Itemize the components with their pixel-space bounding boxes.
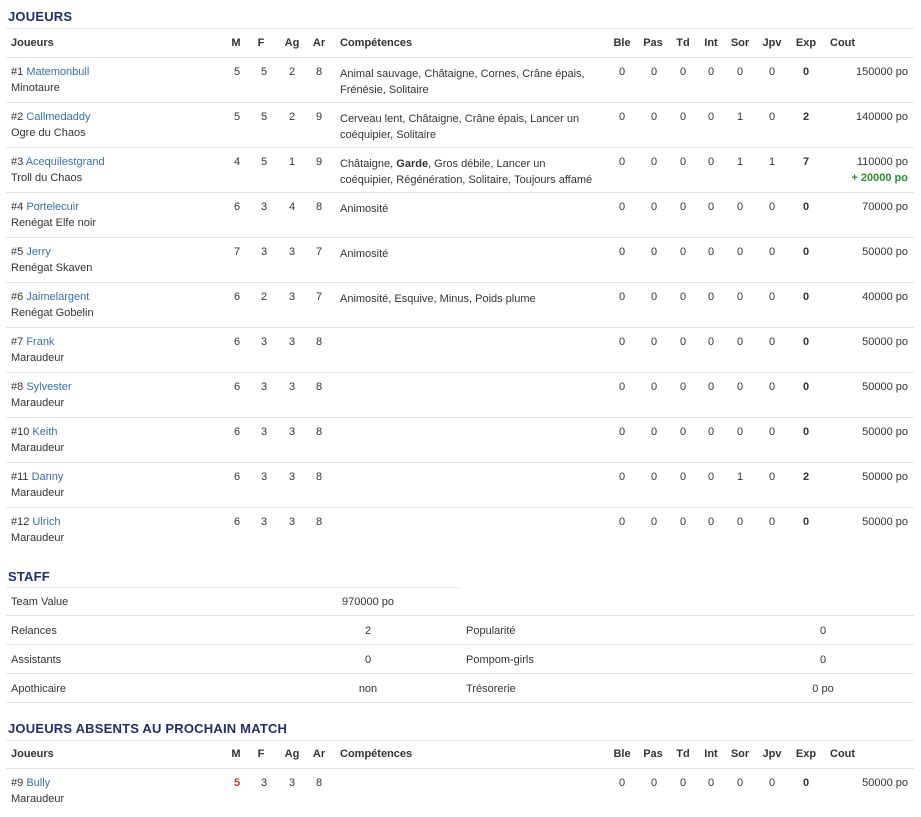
- stat-exp: 0: [802, 777, 810, 789]
- stat-ag: 3: [288, 516, 296, 528]
- player-skills: [340, 246, 605, 262]
- stat-ble: 0: [618, 426, 626, 438]
- divider: [6, 673, 914, 674]
- stat-m: 6: [233, 426, 241, 438]
- player-position: Troll du Chaos: [11, 172, 83, 184]
- stat-int: 0: [707, 777, 715, 789]
- player-skills: [340, 471, 605, 487]
- player-row: [0, 507, 921, 552]
- player-cost: 150000 po: [856, 66, 908, 78]
- stat-m: 5: [233, 777, 241, 789]
- stat-ar: 8: [315, 66, 323, 78]
- stat-int: 0: [707, 246, 715, 258]
- player-number-name: [11, 471, 63, 483]
- stat-ar: 8: [315, 777, 323, 789]
- player-number: #11: [11, 471, 29, 483]
- player-number: #1: [11, 66, 24, 78]
- player-skills: [340, 336, 605, 352]
- player-row: [0, 327, 921, 372]
- player-skills: [340, 66, 605, 98]
- stat-f: 3: [260, 777, 268, 789]
- stat-sor: 0: [736, 516, 744, 528]
- player-name-link[interactable]: Jaimelargent: [26, 291, 90, 303]
- skills-text-continued: coéquipier, Régénération, Solitaire, Toujours affamé: [340, 174, 593, 186]
- skill-highlight: Garde: [396, 158, 429, 170]
- player-number-name: [11, 291, 89, 303]
- stat-f: 5: [260, 156, 268, 168]
- stat-ble: 0: [618, 66, 626, 78]
- player-number: #6: [11, 291, 24, 303]
- player-number-name: [11, 156, 105, 168]
- player-cost-bonus: + 20000 po: [851, 172, 908, 184]
- staff-section-title: STAFF: [8, 569, 50, 584]
- skills-text: Animosité: [340, 203, 389, 215]
- player-number: #5: [11, 246, 24, 258]
- player-row: [0, 237, 921, 282]
- stat-ble: 0: [618, 336, 626, 348]
- header-jpv: Jpv: [762, 748, 782, 760]
- stat-ble: 0: [618, 111, 626, 123]
- stat-jpv: 0: [768, 516, 776, 528]
- stat-ar: 7: [315, 246, 323, 258]
- stat-f: 2: [260, 291, 268, 303]
- stat-td: 0: [679, 66, 687, 78]
- stat-pas: 0: [650, 777, 658, 789]
- player-number: #10: [11, 426, 30, 438]
- stat-td: 0: [679, 426, 687, 438]
- stat-exp: 0: [802, 381, 810, 393]
- relances-label: Relances: [11, 625, 57, 637]
- players-section-title: JOUEURS: [8, 9, 73, 24]
- stat-jpv: 1: [768, 156, 776, 168]
- player-skills: [340, 201, 605, 217]
- stat-jpv: 0: [768, 66, 776, 78]
- player-number: #12: [11, 516, 30, 528]
- stat-m: 7: [233, 246, 241, 258]
- stat-pas: 0: [650, 426, 658, 438]
- apothicaire-label: Apothicaire: [11, 683, 67, 695]
- stat-td: 0: [679, 336, 687, 348]
- header-cout: Cout: [830, 37, 856, 49]
- stat-ag: 2: [288, 111, 296, 123]
- stat-f: 3: [260, 381, 268, 393]
- stat-f: 5: [260, 111, 268, 123]
- stat-ble: 0: [618, 246, 626, 258]
- stat-m: 6: [233, 291, 241, 303]
- stat-ar: 9: [315, 111, 323, 123]
- stat-td: 0: [679, 246, 687, 258]
- player-position: Maraudeur: [11, 532, 65, 544]
- skills-text: Animosité: [340, 248, 389, 260]
- stat-jpv: 0: [768, 111, 776, 123]
- stat-ag: 3: [288, 471, 296, 483]
- player-skills: [340, 381, 605, 397]
- popularite-value: 0: [819, 625, 827, 637]
- player-number-name: [11, 66, 89, 78]
- relances-value: 2: [364, 625, 372, 637]
- player-name-link[interactable]: Frank: [26, 336, 55, 348]
- player-skills: [340, 111, 605, 143]
- player-number-name: [11, 201, 79, 213]
- absent-player-row: [0, 768, 921, 813]
- stat-exp: 0: [802, 426, 810, 438]
- player-name-link[interactable]: Acequilestgrand: [25, 156, 105, 168]
- player-cost: 50000 po: [862, 471, 908, 483]
- stat-int: 0: [707, 516, 715, 528]
- stat-pas: 0: [650, 111, 658, 123]
- stat-ble: 0: [618, 777, 626, 789]
- header-td: Td: [676, 748, 690, 760]
- stat-int: 0: [707, 471, 715, 483]
- header-ar: Ar: [312, 748, 326, 760]
- player-row: [0, 192, 921, 237]
- divider: [6, 615, 914, 616]
- stat-ar: 8: [315, 471, 323, 483]
- header-m: M: [231, 748, 241, 760]
- player-name-link[interactable]: Callmedaddy: [26, 111, 91, 123]
- stat-f: 3: [260, 471, 268, 483]
- stat-td: 0: [679, 381, 687, 393]
- stat-sor: 0: [736, 777, 744, 789]
- stat-int: 0: [707, 291, 715, 303]
- stat-sor: 1: [736, 156, 744, 168]
- stat-ble: 0: [618, 516, 626, 528]
- player-number-name: [11, 381, 72, 393]
- player-number: #4: [11, 201, 24, 213]
- stat-pas: 0: [650, 246, 658, 258]
- player-name-link[interactable]: Jerry: [26, 246, 51, 258]
- stat-m: 6: [233, 381, 241, 393]
- stat-m: 6: [233, 516, 241, 528]
- stat-int: 0: [707, 426, 715, 438]
- stat-exp: 2: [802, 471, 810, 483]
- player-name-link[interactable]: Ulrich: [32, 516, 61, 528]
- stat-pas: 0: [650, 66, 658, 78]
- stat-int: 0: [707, 156, 715, 168]
- stat-ag: 3: [288, 426, 296, 438]
- header-exp: Exp: [795, 748, 817, 760]
- stat-td: 0: [679, 516, 687, 528]
- player-row: [0, 417, 921, 462]
- stat-int: 0: [707, 111, 715, 123]
- header-ble: Ble: [613, 748, 631, 760]
- stat-jpv: 0: [768, 777, 776, 789]
- stat-td: 0: [679, 201, 687, 213]
- stat-sor: 0: [736, 426, 744, 438]
- stat-int: 0: [707, 66, 715, 78]
- player-number: #3: [11, 156, 24, 168]
- stat-ble: 0: [618, 201, 626, 213]
- player-number-name: [11, 246, 51, 258]
- player-skills: [340, 426, 605, 442]
- skills-text-continued: coéquipier, Solitaire: [340, 129, 437, 141]
- header-competences: Compétences: [340, 37, 413, 49]
- stat-td: 0: [679, 156, 687, 168]
- stat-jpv: 0: [768, 381, 776, 393]
- skills-text: Châtaigne,: [340, 158, 397, 170]
- player-number: #7: [11, 336, 24, 348]
- stat-pas: 0: [650, 381, 658, 393]
- stat-pas: 0: [650, 156, 658, 168]
- player-row: [0, 102, 921, 147]
- stat-sor: 0: [736, 201, 744, 213]
- player-position: Renégat Elfe noir: [11, 217, 96, 229]
- skills-text: , Gros débile, Lancer un: [428, 158, 546, 170]
- stat-ag: 2: [288, 66, 296, 78]
- stat-m: 5: [233, 111, 241, 123]
- divider: [6, 644, 914, 645]
- stat-int: 0: [707, 201, 715, 213]
- stat-ag: 3: [288, 777, 296, 789]
- stat-m: 6: [233, 336, 241, 348]
- player-cost: 50000 po: [862, 381, 908, 393]
- stat-f: 3: [260, 336, 268, 348]
- absent-section-title: JOUEURS ABSENTS AU PROCHAIN MATCH: [8, 721, 288, 736]
- header-int: Int: [704, 748, 718, 760]
- stat-f: 3: [260, 246, 268, 258]
- player-number: #2: [11, 111, 24, 123]
- player-row: [0, 282, 921, 327]
- stat-ble: 0: [618, 381, 626, 393]
- player-skills: [340, 516, 605, 532]
- stat-jpv: 0: [768, 201, 776, 213]
- player-position: Maraudeur: [11, 793, 65, 805]
- header-m: M: [231, 37, 241, 49]
- player-cost: 140000 po: [856, 111, 908, 123]
- player-number-name: [11, 111, 91, 123]
- divider: [6, 587, 459, 588]
- player-position: Minotaure: [11, 82, 60, 94]
- stat-ag: 1: [288, 156, 296, 168]
- stat-sor: 0: [736, 246, 744, 258]
- player-name-link[interactable]: Bully: [26, 777, 51, 789]
- player-number-name: [11, 336, 54, 348]
- stat-m: 5: [233, 66, 241, 78]
- assistants-label: Assistants: [11, 654, 62, 666]
- stat-ble: 0: [618, 156, 626, 168]
- skills-text: Animal sauvage, Châtaigne, Cornes, Crâne épais,: [340, 68, 585, 80]
- stat-exp: 2: [802, 111, 810, 123]
- player-position: Ogre du Chaos: [11, 127, 86, 139]
- player-position: Maraudeur: [11, 352, 65, 364]
- pompom-value: 0: [819, 654, 827, 666]
- divider: [6, 740, 914, 741]
- player-number: #9: [11, 777, 24, 789]
- header-pas: Pas: [643, 37, 663, 49]
- stat-ar: 8: [315, 201, 323, 213]
- stat-f: 3: [260, 426, 268, 438]
- stat-f: 3: [260, 516, 268, 528]
- stat-ar: 7: [315, 291, 323, 303]
- player-number-name: [11, 426, 58, 438]
- stat-exp: 0: [802, 291, 810, 303]
- player-position: Maraudeur: [11, 487, 65, 499]
- divider: [6, 702, 914, 703]
- team-value-label: Team Value: [11, 596, 69, 608]
- header-cout: Cout: [830, 748, 856, 760]
- stat-sor: 1: [736, 471, 744, 483]
- stat-ag: 4: [288, 201, 296, 213]
- pompom-label: Pompom-girls: [466, 654, 534, 666]
- stat-exp: 0: [802, 516, 810, 528]
- assistants-value: 0: [364, 654, 372, 666]
- header-joueurs: Joueurs: [11, 37, 54, 49]
- header-sor: Sor: [730, 37, 750, 49]
- stat-ag: 3: [288, 381, 296, 393]
- stat-exp: 0: [802, 336, 810, 348]
- stat-m: 4: [233, 156, 241, 168]
- stat-sor: 0: [736, 336, 744, 348]
- stat-jpv: 0: [768, 291, 776, 303]
- header-f: F: [257, 37, 265, 49]
- stat-td: 0: [679, 291, 687, 303]
- stat-ag: 3: [288, 336, 296, 348]
- player-row: [0, 147, 921, 192]
- player-cost: 50000 po: [862, 777, 908, 789]
- stat-ar: 8: [315, 516, 323, 528]
- player-name-link[interactable]: Matemonbull: [26, 66, 90, 78]
- player-skills: [340, 291, 605, 307]
- player-row: [0, 462, 921, 507]
- player-row: [0, 372, 921, 417]
- skills-text: Animosité, Esquive, Minus, Poids plume: [340, 293, 536, 305]
- player-number: #8: [11, 381, 24, 393]
- player-cost: 40000 po: [862, 291, 908, 303]
- stat-td: 0: [679, 111, 687, 123]
- stat-sor: 0: [736, 381, 744, 393]
- skills-text-continued: Frénésie, Solitaire: [340, 84, 429, 96]
- player-cost: 70000 po: [862, 201, 908, 213]
- player-position: Maraudeur: [11, 442, 65, 454]
- stat-m: 6: [233, 201, 241, 213]
- stat-exp: 0: [802, 246, 810, 258]
- stat-ar: 8: [315, 381, 323, 393]
- team-value: 970000 po: [342, 596, 394, 608]
- stat-pas: 0: [650, 201, 658, 213]
- stat-f: 5: [260, 66, 268, 78]
- player-row: [0, 57, 921, 102]
- player-name-link[interactable]: Sylvester: [26, 381, 72, 393]
- tresorerie-value: 0 po: [812, 683, 834, 695]
- stat-ag: 3: [288, 291, 296, 303]
- player-cost: 50000 po: [862, 336, 908, 348]
- apothicaire-value: non: [358, 683, 378, 695]
- stat-m: 6: [233, 471, 241, 483]
- stat-ar: 9: [315, 156, 323, 168]
- header-joueurs: Joueurs: [11, 748, 54, 760]
- player-position: Maraudeur: [11, 397, 65, 409]
- header-ar: Ar: [312, 37, 326, 49]
- header-ag: Ag: [284, 748, 300, 760]
- stat-sor: 0: [736, 291, 744, 303]
- popularite-label: Popularité: [466, 625, 516, 637]
- stat-pas: 0: [650, 336, 658, 348]
- stat-exp: 7: [802, 156, 810, 168]
- player-cost: 110000 po: [856, 156, 908, 168]
- header-f: F: [257, 748, 265, 760]
- stat-pas: 0: [650, 471, 658, 483]
- player-name-link[interactable]: Danny: [31, 471, 64, 483]
- stat-pas: 0: [650, 291, 658, 303]
- stat-pas: 0: [650, 516, 658, 528]
- stat-jpv: 0: [768, 336, 776, 348]
- stat-td: 0: [679, 777, 687, 789]
- stat-jpv: 0: [768, 471, 776, 483]
- player-name-link[interactable]: Keith: [32, 426, 58, 438]
- stat-jpv: 0: [768, 246, 776, 258]
- player-position: Renégat Skaven: [11, 262, 93, 274]
- header-int: Int: [704, 37, 718, 49]
- stat-int: 0: [707, 381, 715, 393]
- header-sor: Sor: [730, 748, 750, 760]
- header-pas: Pas: [643, 748, 663, 760]
- divider: [6, 28, 914, 29]
- stat-exp: 0: [802, 66, 810, 78]
- player-number-name: [11, 516, 61, 528]
- player-cost: 50000 po: [862, 426, 908, 438]
- skills-text: Cerveau lent, Châtaigne, Crâne épais, Lancer un: [340, 113, 580, 125]
- header-jpv: Jpv: [762, 37, 782, 49]
- stat-ar: 8: [315, 426, 323, 438]
- player-name-link[interactable]: Portelecuir: [26, 201, 79, 213]
- player-skills: [340, 156, 605, 188]
- stat-f: 3: [260, 201, 268, 213]
- header-exp: Exp: [795, 37, 817, 49]
- header-competences: Compétences: [340, 748, 413, 760]
- header-ble: Ble: [613, 37, 631, 49]
- stat-td: 0: [679, 471, 687, 483]
- header-td: Td: [676, 37, 690, 49]
- stat-ble: 0: [618, 471, 626, 483]
- stat-ag: 3: [288, 246, 296, 258]
- player-cost: 50000 po: [862, 246, 908, 258]
- header-ag: Ag: [284, 37, 300, 49]
- player-position: Renégat Gobelin: [11, 307, 94, 319]
- stat-sor: 1: [736, 111, 744, 123]
- tresorerie-label: Trésorerie: [466, 683, 516, 695]
- stat-sor: 0: [736, 66, 744, 78]
- stat-ar: 8: [315, 336, 323, 348]
- stat-ble: 0: [618, 291, 626, 303]
- player-cost: 50000 po: [862, 516, 908, 528]
- stat-jpv: 0: [768, 426, 776, 438]
- stat-exp: 0: [802, 201, 810, 213]
- stat-int: 0: [707, 336, 715, 348]
- player-number-name: [11, 777, 50, 789]
